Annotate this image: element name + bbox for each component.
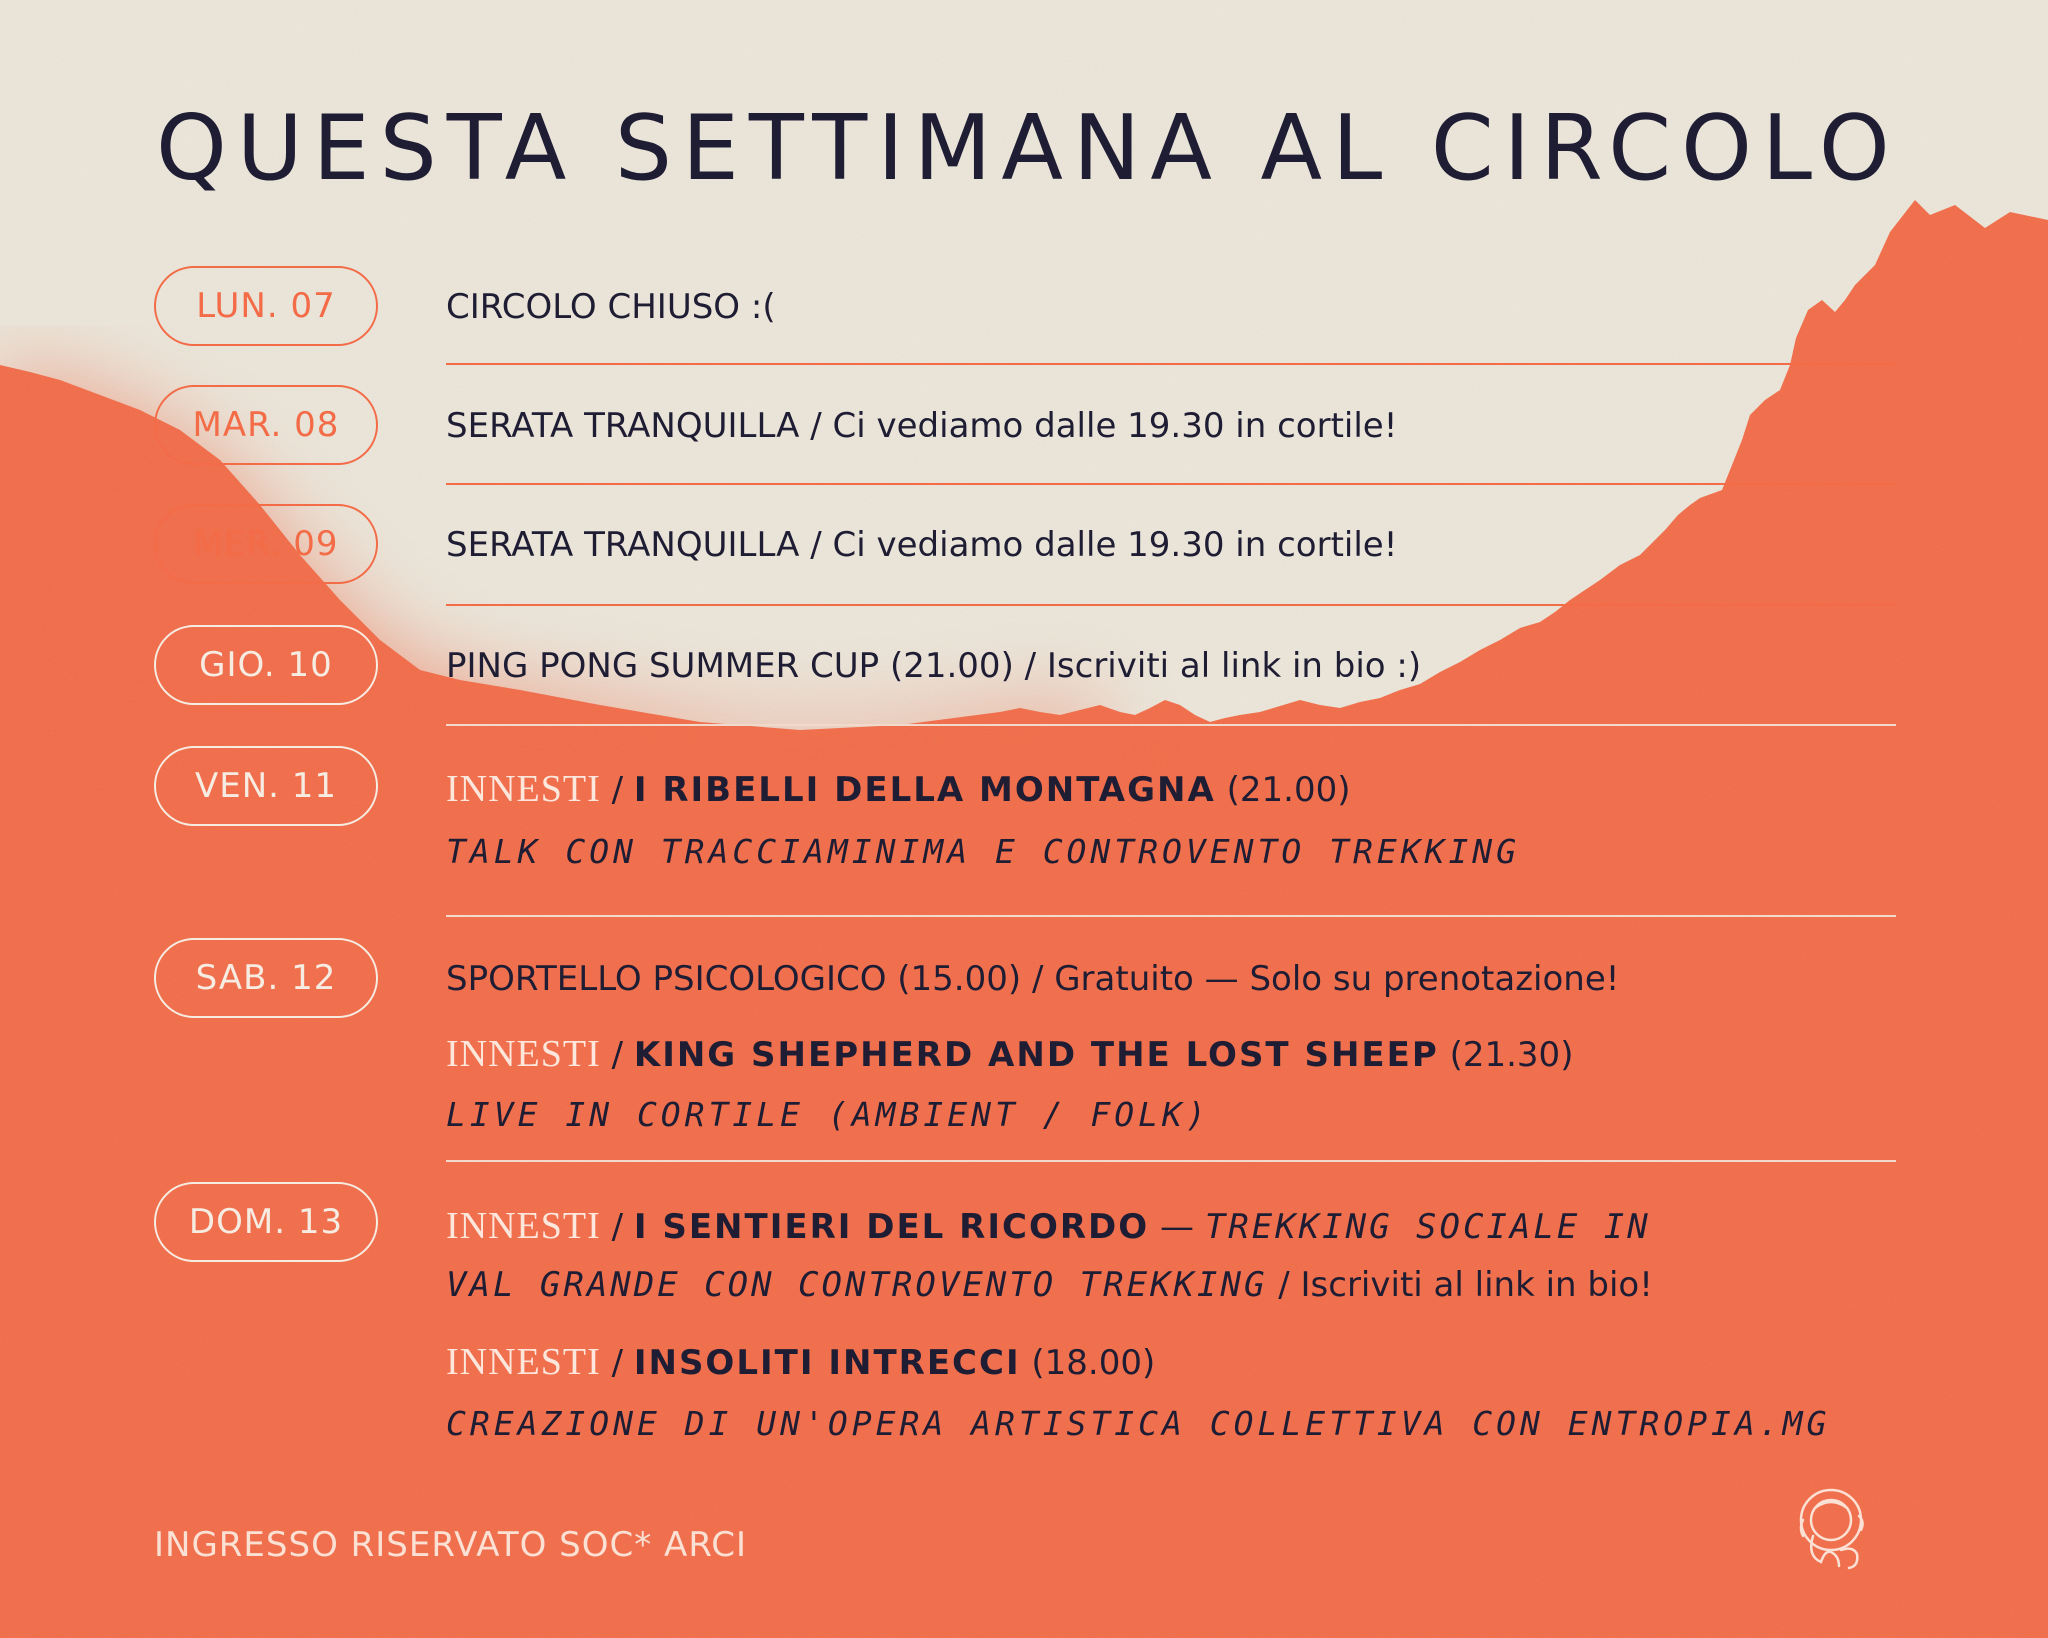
event-note-inline: VAL GRANDE CON CONTROVENTO TREKKING (446, 1265, 1268, 1305)
date-pill-mar-08: MAR. 08 (154, 385, 378, 465)
day-line-sab-12: SPORTELLO PSICOLOGICO (15.00) / Gratuito — Solo su prenotazione! (446, 959, 1620, 999)
event-detail: / Ci vediamo dalle 19.30 in cortile! (799, 525, 1398, 565)
event-name: KING SHEPHERD AND THE LOST SHEEP (633, 1035, 1439, 1075)
innesti-tag: INNESTI (446, 768, 601, 810)
separator: / (600, 1035, 634, 1075)
event-time: (18.00) (1020, 1343, 1156, 1383)
divider (446, 604, 1896, 606)
divider (446, 483, 1896, 485)
date-pill-sab-12: SAB. 12 (154, 938, 378, 1018)
day-line-dom-13 (446, 1204, 1651, 1248)
event-detail: (21.00) / Iscriviti al link in bio :) (879, 646, 1422, 686)
event-note: TALK CON TRACCIAMINIMA E CONTROVENTO TREKKING (446, 832, 1521, 871)
separator: / (600, 1207, 634, 1247)
event-note: CREAZIONE DI UN'OPERA ARTISTICA COLLETTIVA CON ENTROPIA.MG (446, 1404, 1831, 1443)
divider (446, 363, 1896, 365)
event-detail: / Ci vediamo dalle 19.30 in cortile! (799, 406, 1398, 446)
day-line-dom-13-cont (446, 1265, 1653, 1305)
day-line-ven-11 (446, 767, 1350, 811)
day-line-mar-08 (446, 406, 1397, 446)
event-time: (21.30) (1438, 1035, 1574, 1075)
astronaut-helmet-icon (1795, 1480, 1871, 1580)
separator: / (600, 770, 634, 810)
innesti-tag: INNESTI (446, 1341, 601, 1383)
day-line-dom-13-event2 (446, 1340, 1155, 1384)
separator: / (600, 1343, 634, 1383)
innesti-tag: INNESTI (446, 1033, 601, 1075)
divider (446, 1160, 1896, 1162)
dash: — (1149, 1207, 1205, 1247)
event-name: PING PONG SUMMER CUP (446, 646, 880, 686)
date-pill-lun-07: LUN. 07 (154, 266, 378, 346)
day-line-gio-10 (446, 646, 1421, 686)
divider (446, 915, 1896, 917)
footer-note: INGRESSO RISERVATO SOC* ARCI (154, 1525, 748, 1565)
event-name: INSOLITI INTRECCI (633, 1343, 1021, 1383)
event-name: SERATA TRANQUILLA (446, 525, 800, 565)
event-time: (21.00) (1215, 770, 1351, 810)
date-pill-ven-11: VEN. 11 (154, 746, 378, 826)
date-pill-mer-09: MER. 09 (154, 504, 378, 584)
day-line-lun-07: CIRCOLO CHIUSO :( (446, 287, 776, 327)
event-detail: / Iscriviti al link in bio! (1267, 1265, 1653, 1305)
page-title: QUESTA SETTIMANA AL CIRCOLO (156, 96, 1900, 201)
day-line-mer-09 (446, 525, 1397, 565)
day-line-sab-12-event (446, 1032, 1573, 1076)
event-name: I RIBELLI DELLA MONTAGNA (633, 770, 1216, 810)
divider (446, 724, 1896, 726)
event-note: LIVE IN CORTILE (AMBIENT / FOLK) (446, 1095, 1210, 1134)
event-name: I SENTIERI DEL RICORDO (633, 1207, 1150, 1247)
innesti-tag: INNESTI (446, 1205, 601, 1247)
event-name: SERATA TRANQUILLA (446, 406, 800, 446)
date-pill-dom-13: DOM. 13 (154, 1182, 378, 1262)
event-note-inline: TREKKING SOCIALE IN (1204, 1207, 1651, 1247)
date-pill-gio-10: GIO. 10 (154, 625, 378, 705)
